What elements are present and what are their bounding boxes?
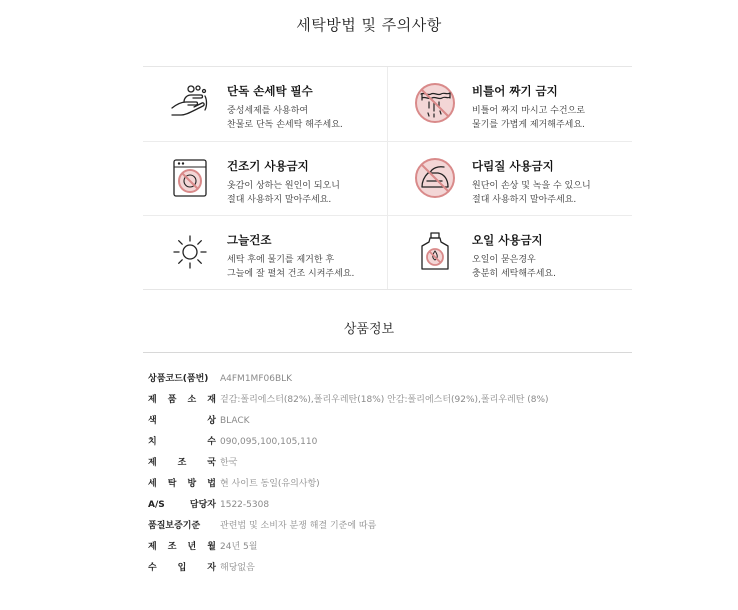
shade-dry-icon	[169, 231, 211, 273]
care-item-shade-dry	[143, 215, 387, 288]
care-desc-line: 물기를 가볍게 제거해주세요.	[472, 120, 585, 130]
care-heading: 그늘건조	[227, 233, 272, 247]
info-row-country	[148, 456, 568, 470]
no-wring-icon	[414, 82, 456, 124]
info-row-color	[148, 414, 568, 428]
info-row-manufacture-date	[148, 540, 568, 554]
info-row-as-contact	[148, 498, 568, 512]
info-value: 한국	[220, 458, 238, 468]
info-label: 수 입 자	[148, 563, 216, 573]
care-section-title: 세탁방법 및 주의사항	[296, 16, 442, 34]
care-instructions-grid	[143, 66, 632, 290]
info-value: 해당없음	[220, 563, 255, 573]
no-oil-icon	[414, 231, 456, 273]
care-item-no-dryer	[143, 141, 387, 214]
info-label: 세 탁 방 법	[148, 479, 216, 489]
care-desc-line: 중성세제를 사용하여	[227, 106, 309, 116]
care-item-no-iron	[388, 141, 632, 214]
care-heading: 다림질 사용금지	[472, 159, 554, 173]
info-value: 1522-5308	[220, 500, 270, 510]
info-value: 090,095,100,105,110	[220, 437, 318, 447]
info-row-product-code	[148, 372, 568, 386]
care-desc-line: 세탁 후에 물기를 제거한 후	[227, 255, 335, 265]
no-iron-icon	[414, 157, 456, 199]
info-row-quality-standard	[148, 519, 568, 533]
care-item-hand-wash	[143, 67, 387, 140]
no-dryer-icon	[169, 157, 211, 199]
info-value: 24년 5월	[220, 542, 258, 552]
info-value: 겉감:폴리에스터(82%),폴리우레탄(18%) 안감:폴리에스터(92%),폴리우레탄 (8%)	[220, 395, 549, 405]
info-value: 관련법 및 소비자 분쟁 해결 기준에 따름	[220, 521, 377, 531]
care-desc-line: 옷감이 상하는 원인이 되오니	[227, 181, 340, 191]
care-item-no-oil	[388, 215, 632, 288]
care-desc-line: 절대 사용하지 말아주세요.	[472, 195, 577, 205]
care-desc-line: 찬물로 단독 손세탁 해주세요.	[227, 120, 343, 130]
care-heading: 비틀어 짜기 금지	[472, 84, 558, 98]
info-label: 제 품 소 재	[148, 395, 216, 405]
care-desc-line: 그늘에 잘 펼쳐 건조 시켜주세요.	[227, 269, 355, 279]
care-heading: 건조기 사용금지	[227, 159, 309, 173]
info-label: 치 수	[148, 437, 216, 447]
product-info-divider	[143, 352, 632, 353]
info-value: 현 사이트 동일(유의사항)	[220, 479, 320, 489]
info-value: BLACK	[220, 416, 250, 426]
info-label: 상품코드(품번)	[148, 374, 209, 384]
info-label: 제 조 년 월	[148, 542, 216, 552]
info-row-importer	[148, 561, 568, 575]
care-heading: 단독 손세탁 필수	[227, 84, 313, 98]
care-desc-line: 오일이 묻은경우	[472, 255, 536, 265]
hand-wash-icon	[169, 82, 211, 124]
care-desc-line: 절대 사용하지 말아주세요.	[227, 195, 332, 205]
care-desc-line: 비틀어 짜지 마시고 수건으로	[472, 106, 585, 116]
product-info-table	[148, 372, 568, 575]
care-item-no-wring	[388, 67, 632, 140]
info-label: 품질보증기준	[148, 521, 201, 531]
info-row-wash-method	[148, 477, 568, 491]
info-label: 제 조 국	[148, 458, 216, 468]
info-row-material	[148, 393, 568, 407]
care-desc-line: 원단이 손상 및 녹을 수 있으니	[472, 181, 591, 191]
care-heading: 오일 사용금지	[472, 233, 543, 247]
product-info-title: 상품정보	[343, 322, 395, 337]
info-value: A4FM1MF06BLK	[220, 374, 293, 384]
info-label: A/S 담당자	[148, 500, 216, 510]
info-row-size	[148, 435, 568, 449]
info-label: 색 상	[148, 416, 216, 426]
care-desc-line: 충분히 세탁해주세요.	[472, 269, 556, 279]
